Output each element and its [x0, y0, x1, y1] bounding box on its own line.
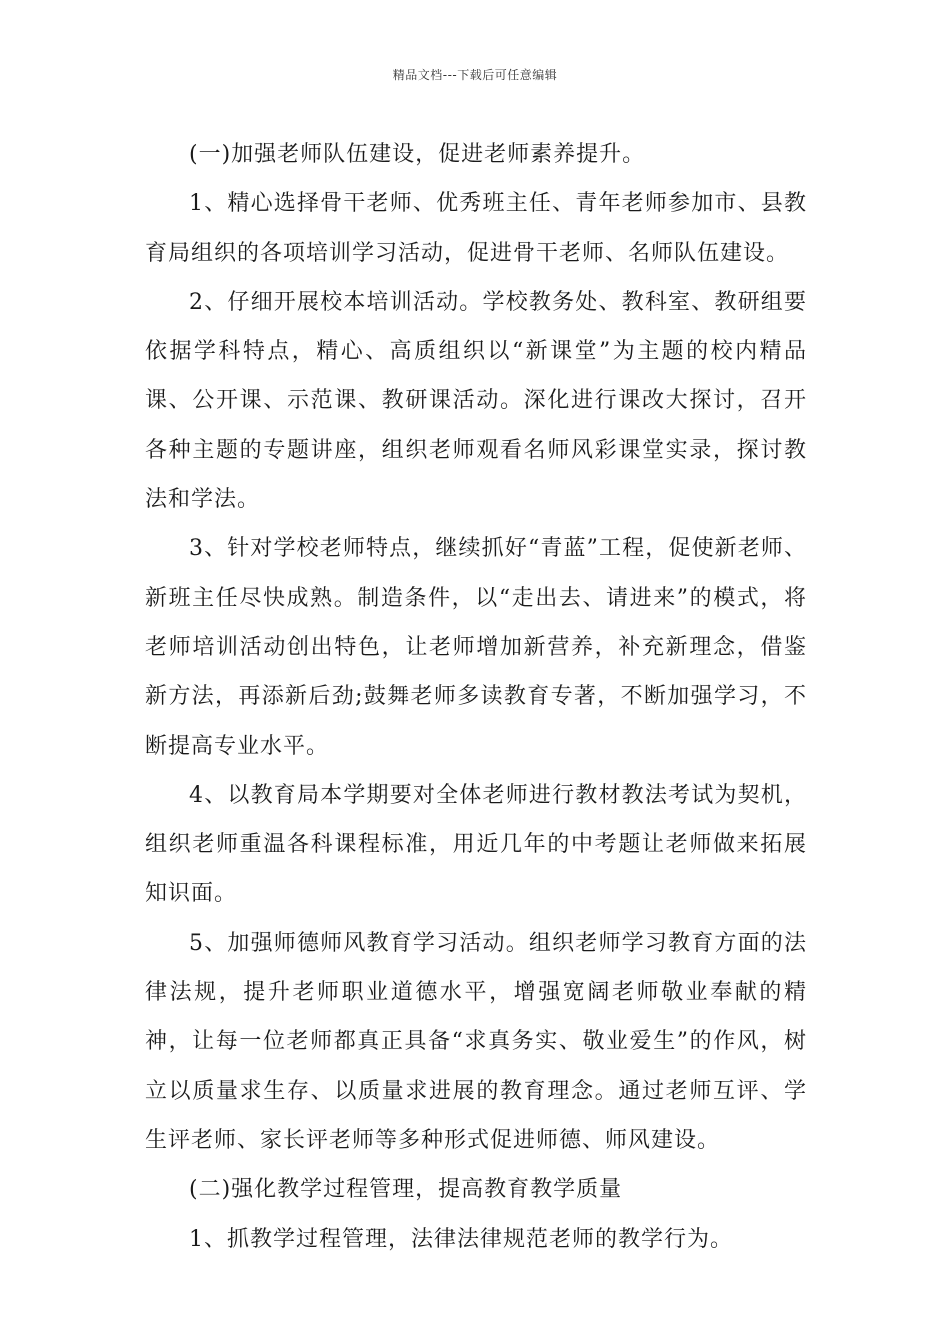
paragraph-item-3: 3、针对学校老师特点，继续抓好“青蓝”工程，促使新老师、新班主任尽快成熟。制造条件，以“走出去、请进来”的模式，将老师培训活动创出特色，让老师增加新营养，补充新理念，借鉴新方法，再添新后劲;鼓舞老师多读教育专著，不断加强学习，不断提高专业水平。 — [145, 536, 807, 759]
paragraph-item-2: 2、仔细开展校本培训活动。学校教务处、教科室、教研组要依据学科特点，精心、高质组织以“新课堂”为主题的校内精品课、公开课、示范课、教研课活动。深化进行课改大探讨，召开各种主题的专题讲座，组织老师观看名师风彩课堂实录，探讨教法和学法。 — [145, 289, 807, 513]
section-heading-2: (二)强化教学过程管理，提高教育教学质量 — [189, 1177, 623, 1203]
page-header: 精品文档---下载后可任意编辑 — [392, 68, 558, 82]
paragraph-item-4: 4、以教育局本学期要对全体老师进行教材教法考试为契机，组织老师重温各科课程标准，用近几年的中考题让老师做来拓展知识面。 — [145, 782, 807, 907]
section-heading-1: (一)加强老师队伍建设，促进老师素养提升。 — [189, 142, 646, 167]
document-body — [145, 130, 807, 1264]
paragraph-item-5: 5、加强师德师风教育学习活动。组织老师学习教育方面的法律法规，提升老师职业道德水平，增强宽阔老师敬业奉献的精神，让每一位老师都真正具备“求真务实、敬业爱生”的作风，树立以质量求生存、以质量求进展的教育理念。通过老师互评、学生评老师、家长评老师等多种形式促进师德、师风建设。 — [145, 930, 807, 1153]
paragraph-item-6: 1、抓教学过程管理，法律法律规范老师的教学行为。 — [189, 1226, 733, 1252]
paragraph-item-1: 1、精心选择骨干老师、优秀班主任、青年老师参加市、县教育局组织的各项培训学习活动，促进骨干老师、名师队伍建设。 — [145, 191, 807, 266]
